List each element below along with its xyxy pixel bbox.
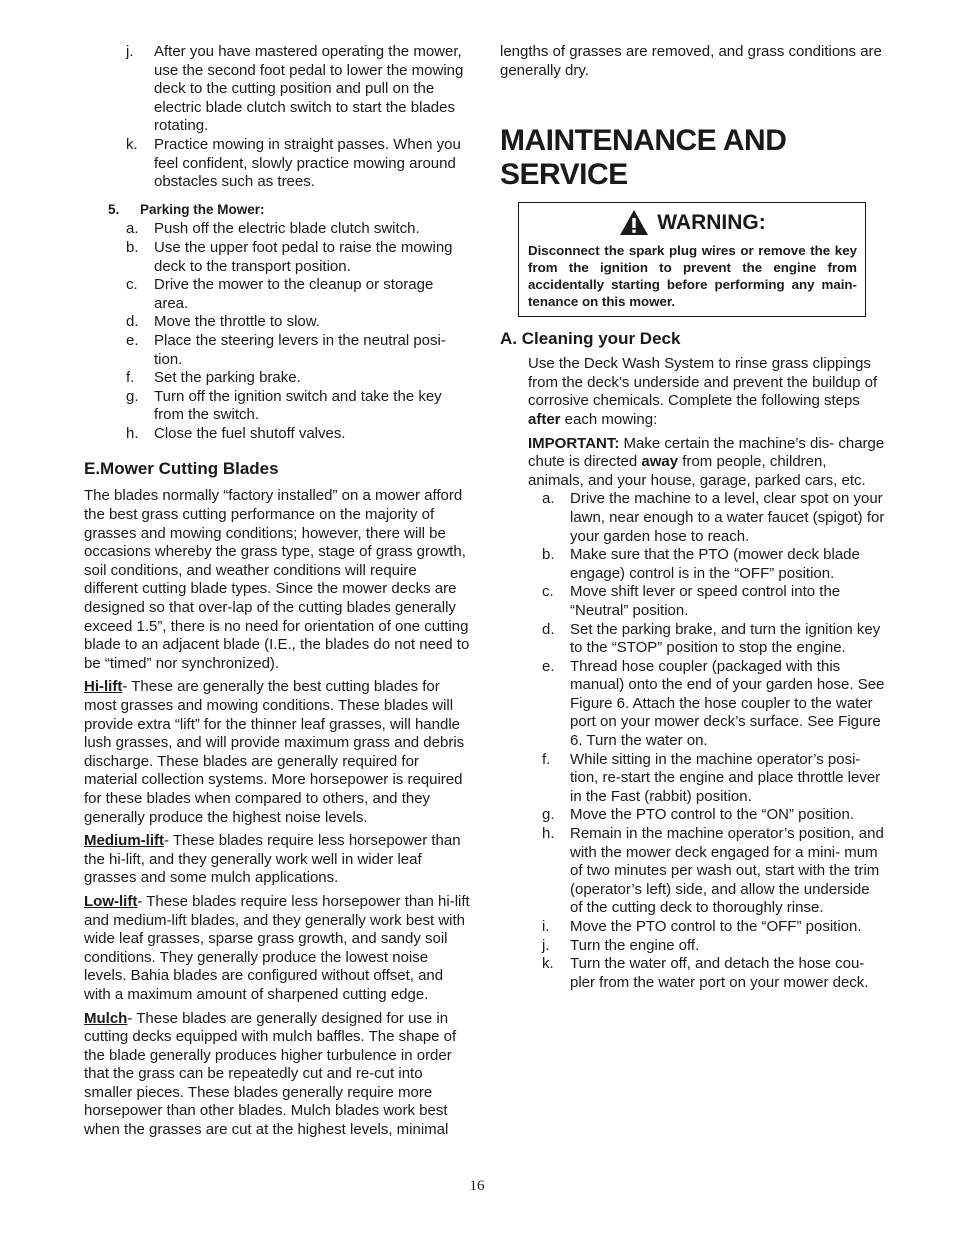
blades-intro-paragraph: The blades normally “factory installed” on a mower afford the best grass cutting performance on the majority of grasses and mowing conditions; however, there will be occasions whereby the grass type, stage of grass growth, soil conditions, and weather conditions will require different cutting blade types. Since the mower decks are designed so that over-lap of the cutting blades generally exceed 1.5”, there is no need for orientation of one cutting blade to an adjacent blade (I.E., the blades do not need to be “timed” nor synchronized). xyxy=(84,487,470,672)
right-column xyxy=(500,43,886,992)
step-heading-parking: 5. Parking the Mower: xyxy=(108,201,265,217)
mowing-practice-list xyxy=(84,43,470,192)
list-item: d. Set the parking brake, and turn the ignition key to the “STOP” position to stop the engine. xyxy=(542,620,881,657)
warning-title: WARNING: xyxy=(528,209,857,236)
page-number: 16 xyxy=(469,1178,485,1194)
cleaning-steps-list xyxy=(500,490,886,992)
section-heading-cutting-blades: E.Mower Cutting Blades xyxy=(84,459,279,479)
page-title: MAINTENANCE AND SERVICE xyxy=(500,124,787,192)
list-item: b. Use the upper foot pedal to raise the mowing deck to the transport position. xyxy=(126,238,453,275)
list-item: e. Thread hose coupler (packaged with this manual) onto the end of your garden hose. See Figure 6. Attach the hose coupler to the water port on your mower deck’s surface. See Figure 6. Turn the water on. xyxy=(542,657,885,750)
important-note: IMPORTANT: Make certain the machine’s dis- charge chute is directed away from people, children, animals, and your house, garage, parked cars, etc. xyxy=(528,434,885,489)
warning-box xyxy=(518,202,866,317)
list-item: h. Remain in the machine operator’s position, and with the mower deck engaged for a mini- mum of two minutes per wash out, start with the trim (operator’s left) side, and allow the underside of the cutting deck to thoroughly rinse. xyxy=(542,825,884,917)
warning-triangle-icon xyxy=(619,209,649,236)
blade-type-low-lift: Low-lift- These blades require less horsepower than hi-lift and medium-lift blades, and they generally work best with wide leaf grasses, sparse grass growth, and sandy soil conditions. They generally produce the lowest noise levels. Bahia blades are configured without offset, and with a maximum amount of sharpened cutting edge. xyxy=(84,892,470,1003)
parking-steps-list xyxy=(84,220,470,443)
list-item: j. After you have mastered operating the mower, use the second foot pedal to lower the mowing deck to the cutting position and pull on the electric blade clutch switch to start the blades rotating. xyxy=(126,43,464,135)
list-item: k. Practice mowing in straight passes. When you feel confident, slowly practice mowing around obstacles such as trees. xyxy=(126,135,461,191)
left-column xyxy=(84,43,470,1145)
list-item: i. Move the PTO control to the “OFF” position. xyxy=(542,918,862,935)
list-item: a. Drive the machine to a level, clear spot on your lawn, near enough to a water faucet (spigot) for your garden hose to reach. xyxy=(542,490,885,545)
list-item: k. Turn the water off, and detach the hose cou- pler from the water port on your mower deck. xyxy=(542,955,869,991)
section-heading-cleaning-deck: A. Cleaning your Deck xyxy=(500,329,681,349)
list-item: b. Make sure that the PTO (mower deck blade engage) control is in the “OFF” position. xyxy=(542,546,860,582)
continued-paragraph: lengths of grasses are removed, and grass conditions are generally dry. xyxy=(500,43,882,79)
list-item: e. Place the steering levers in the neutral posi- tion. xyxy=(126,331,446,368)
list-item: f. While sitting in the machine operator’s posi- tion, re-start the engine and place throttle lever in the Fast (rabbit) position. xyxy=(542,750,881,805)
list-item: h. Close the fuel shutoff valves. xyxy=(126,424,346,442)
blade-type-medium-lift: Medium-lift- These blades require less horsepower than the hi-lift, and they generally work well in wider leaf grasses and some mulch applications. xyxy=(84,832,461,887)
cleaning-intro-paragraph: Use the Deck Wash System to rinse grass clippings from the deck’s underside and prevent the buildup of corrosive chemicals. Complete the following steps after each mowing: xyxy=(528,355,878,428)
blade-type-hi-lift: Hi-lift- These are generally the best cutting blades for most grasses and mowing conditions. These blades will provide extra “lift” for the thinner leaf grasses, will handle lush grasses, and will provide maximum grass and debris discharge. These blades are generally required for material collection systems. More horsepower is required for these blades when compared to others, and they generally produce the highest noise levels. xyxy=(84,678,465,826)
list-item: a. Push off the electric blade clutch switch. xyxy=(126,220,420,238)
list-item: c. Move shift lever or speed control into the “Neutral” position. xyxy=(542,583,841,619)
warning-text: Disconnect the spark plug wires or remove the key from the ignition to prevent the engine from accidentally starting before performing any main- tenance on this mower. xyxy=(528,243,857,310)
list-item: f. Set the parking brake. xyxy=(126,369,301,387)
list-item: d. Move the throttle to slow. xyxy=(126,313,320,331)
list-item: g. Turn off the ignition switch and take the key from the switch. xyxy=(126,387,442,424)
list-item: g. Move the PTO control to the “ON” position. xyxy=(542,806,855,824)
list-item: j. Turn the engine off. xyxy=(542,936,700,954)
list-item: c. Drive the mower to the cleanup or storage area. xyxy=(126,276,434,312)
blade-type-mulch: Mulch- These blades are generally designed for use in cutting decks equipped with mulch baffles. The shape of the blade generally produces higher turbulence in order that the grass can be repeatedly cut and re-cut into smaller pieces. These blades generally require more horsepower than other blades. Mulch blades work best when the grasses are cut at the highest levels, minimal xyxy=(84,1009,457,1139)
